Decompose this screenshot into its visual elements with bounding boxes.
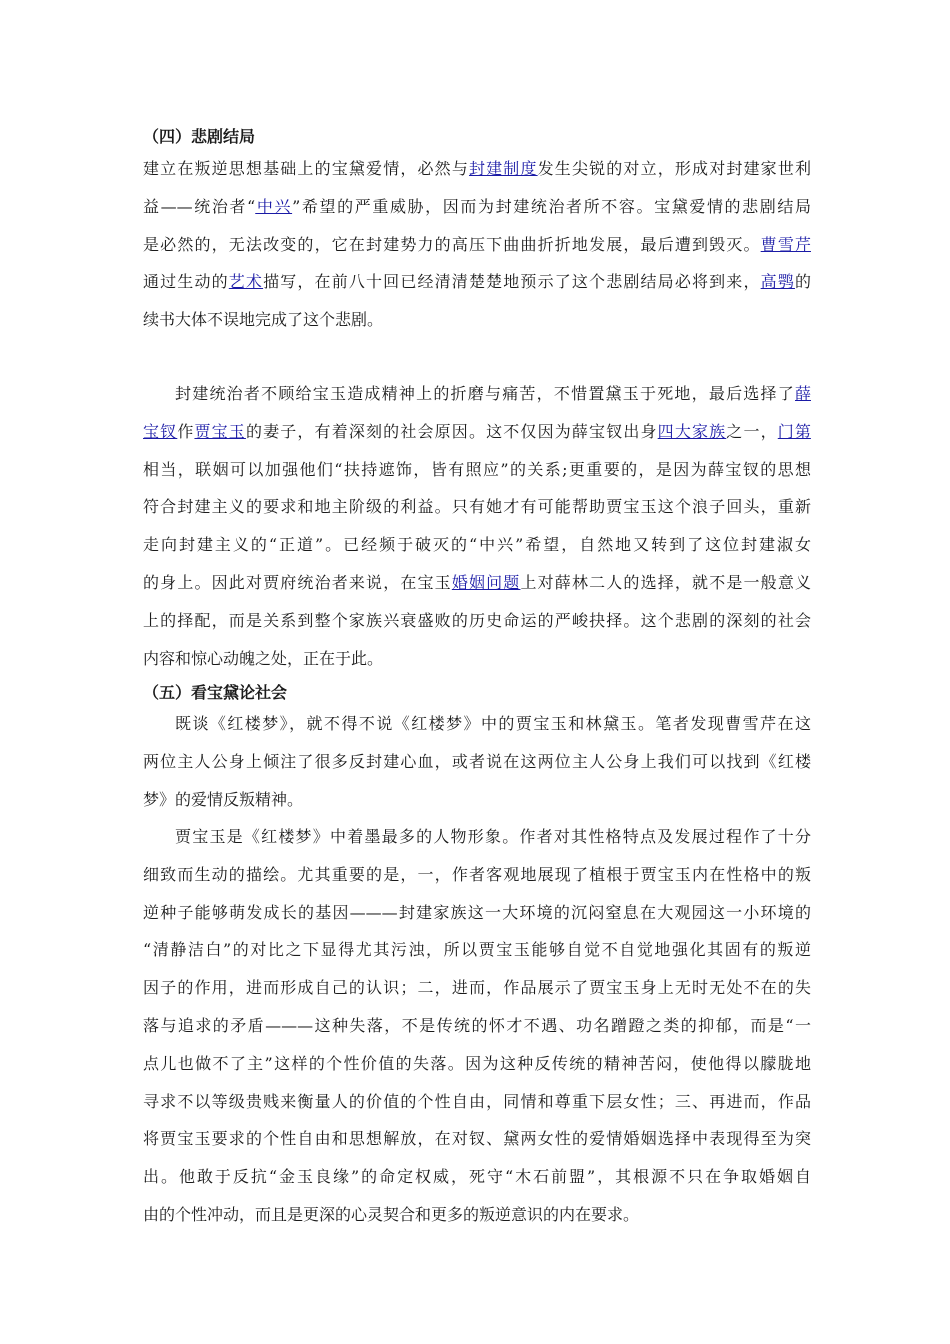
text-run: 封建统治者不顾给宝玉造成精神上的折磨与痛苦，不惜置黛玉于死地，最后选择了 [175,384,795,403]
text-line: 贾宝玉是《红楼梦》中着墨最多的人物形象。作者对其性格特点及发展过程作了十分 [175,827,811,846]
link-feudal-system[interactable]: 封建制度 [468,159,538,178]
text-line: “清静洁白”的对比之下显得尤其污浊，所以贾宝玉能够自觉不自觉地强化其固有的叛逆 [143,940,811,960]
text-line: 因子的作用，进而形成自己的认识；二，进而，作品展示了贾宝玉身上无时无处不在的失 [143,978,811,998]
text-line [143,226,811,264]
text-line [143,413,811,451]
text-run: 的 [794,272,811,292]
section-heading-5: （五）看宝黛论社会 [143,683,288,702]
paragraph-social-reasons [143,375,811,677]
text-line: 出。他敢于反抗“金玉良缘”的命定权威，死守“木石前盟”，其根源不只在争取婚姻自 [143,1167,811,1187]
text-line [143,188,811,226]
text-run: 的妻子，有着深刻的社会原因。这不仅因为薛宝钗出身 [245,421,658,441]
text-run: 是必然的，无法改变的，它在封建势力的高压下曲曲折折地发展，最后遭到毁灭。 [143,234,761,254]
text-line: 落与追求的矛盾———这种失落，不是传统的怀才不遇、功名蹭蹬之类的抑郁，而是“一 [143,1015,811,1035]
link-zhongxing[interactable]: 中兴 [255,196,293,216]
text-line [143,375,811,413]
text-line: 相当，联姻可以加强他们“扶持遮饰，皆有照应”的关系;更重要的，是因为薛宝钗的思想 [143,459,811,479]
paragraph-intro-baodai [143,705,811,818]
text-run: 作 [177,421,195,441]
text-run: 上对薛林二人的选择，就不是一般意义 [520,572,811,592]
link-jia-baoyu[interactable]: 贾宝玉 [194,421,246,441]
link-mendi[interactable]: 门第 [777,421,811,441]
link-marriage-issue[interactable]: 婚姻问题 [451,572,521,592]
paragraph-tragic-ending [143,150,811,339]
link-baochai[interactable]: 宝钗 [143,421,178,441]
text-line [143,150,811,188]
text-line [143,263,811,301]
text-line: 既谈《红楼梦》，就不得不说《红楼梦》中的贾宝玉和林黛玉。笔者发现曹雪芹在这 [175,714,811,733]
text-line: 寻求不以等级贵贱来衡量人的价值的个性自由，同情和尊重下层女性；三、再进而，作品 [143,1091,811,1111]
text-line: 梦》的爱情反叛精神。 [143,789,304,809]
link-four-great-families[interactable]: 四大家族 [657,421,727,441]
text-line: 细致而生动的描绘。尤其重要的是，一，作者客观地展现了植根于贾宝玉内在性格中的叛 [143,864,811,884]
text-run: 发生尖锐的对立，形成对封建家世利 [537,159,811,178]
text-line: 由的个性冲动，而且是更深的心灵契合和更多的叛逆意识的内在要求。 [143,1204,640,1224]
section-heading-4: （四）悲剧结局 [143,127,256,146]
text-line [143,564,811,602]
text-run: 描写，在前八十回已经清清楚楚地预示了这个悲剧结局必将到来， [263,272,761,292]
text-line: 两位主人公身上倾注了很多反封建心血，或者说在这两位主人公身上我们可以找到《红楼 [143,751,811,771]
text-line: 逆种子能够萌发成长的基因———封建家族这一大环境的沉闷窒息在大观园这一小环境的 [143,902,811,922]
text-line: 续书大体不误地完成了这个悲剧。 [143,310,384,330]
text-line: 走向封建主义的“正道”。已经频于破灭的“中兴”希望，自然地又转到了这位封建淑女 [143,535,811,555]
text-run: 益——统治者“ [143,196,256,216]
text-run: 通过生动的 [143,272,229,292]
link-gao-e[interactable]: 高鹗 [760,272,795,292]
text-line: 将贾宝玉要求的个性自由和思想解放，在对钗、黛两女性的爱情婚姻选择中表现得至为突 [143,1129,811,1149]
text-line: 内容和惊心动魄之处，正在于此。 [143,648,384,668]
text-run: ”希望的严重威胁，因而为封建统治者所不容。宝黛爱情的悲剧结局 [292,196,811,216]
text-run: 之一， [726,421,778,441]
text-run: 的身上。因此对贾府统治者来说，在宝玉 [143,572,452,592]
text-line: 符合封建主义的要求和地主阶级的利益。只有她才有可能帮助贾宝玉这个浪子回头，重新 [143,497,811,517]
link-cao-xueqin[interactable]: 曹雪芹 [760,234,811,254]
link-art[interactable]: 艺术 [228,272,264,292]
text-line: 点儿也做不了主”这样的个性价值的失落。因为这种反传统的精神苦闷，使他得以朦胧地 [143,1053,811,1073]
paragraph-jia-baoyu [143,818,811,1234]
text-run: 建立在叛逆思想基础上的宝黛爱情，必然与 [143,159,469,178]
link-xue[interactable]: 薛 [794,384,811,403]
text-line: 上的择配，而是关系到整个家族兴衰盛败的历史命运的严峻抉择。这个悲剧的深刻的社会 [143,610,811,630]
